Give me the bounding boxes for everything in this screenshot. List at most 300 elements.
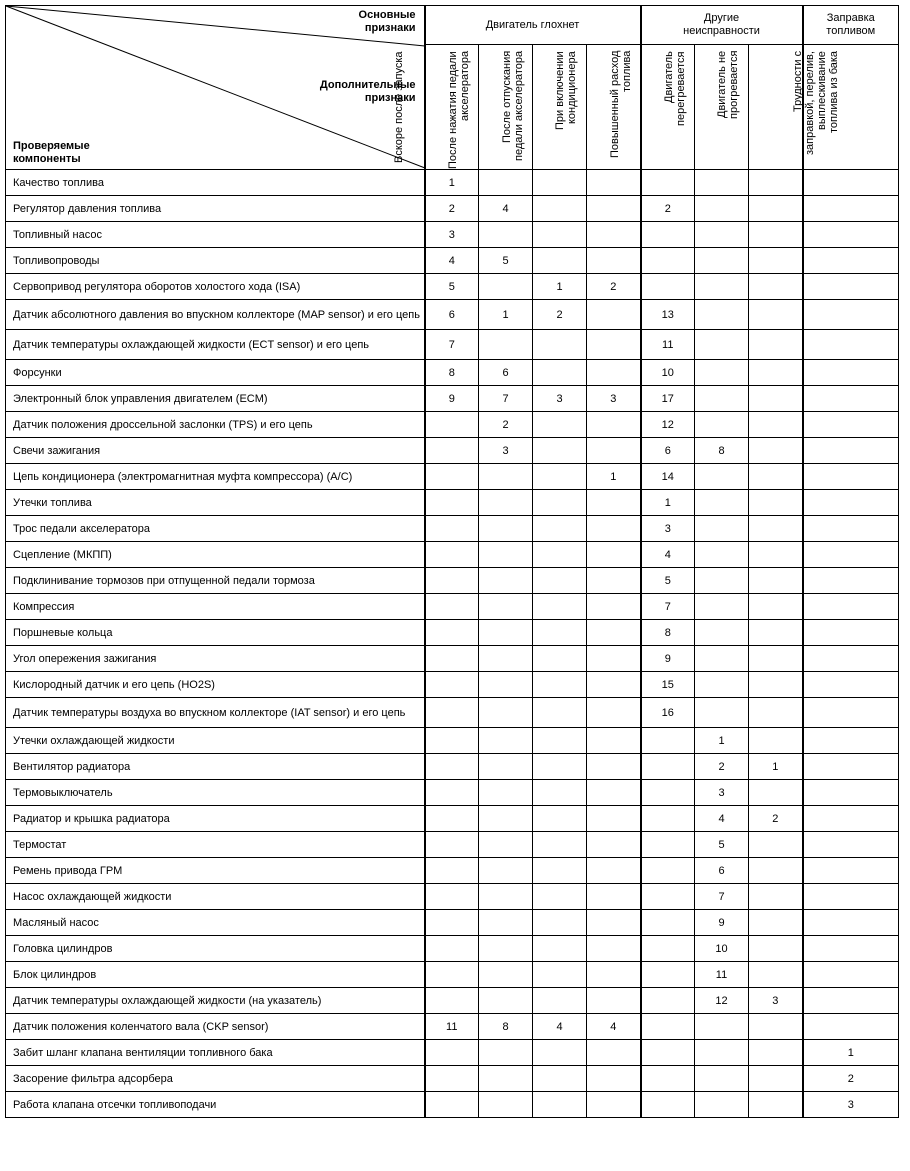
value-cell [803, 516, 899, 542]
value-cell [479, 490, 533, 516]
value-cell [479, 594, 533, 620]
value-cell [749, 728, 803, 754]
component-name: Топливный насос [6, 222, 425, 248]
table-row [6, 542, 899, 568]
value-cell: 2 [533, 300, 587, 330]
table-row [6, 780, 899, 806]
value-cell [425, 910, 479, 936]
value-cell [749, 1040, 803, 1066]
value-cell [695, 1040, 749, 1066]
value-cell [641, 754, 695, 780]
value-cell [587, 646, 641, 672]
value-cell [641, 910, 695, 936]
value-cell: 3 [749, 988, 803, 1014]
value-cell [749, 594, 803, 620]
value-cell [425, 620, 479, 646]
value-cell [803, 438, 899, 464]
table-row [6, 1014, 899, 1040]
value-cell [641, 248, 695, 274]
subheader-col-3: После отпускания педали акселератора [533, 45, 587, 170]
table-row [6, 464, 899, 490]
value-cell [587, 672, 641, 698]
table-row [6, 170, 899, 196]
value-cell [587, 910, 641, 936]
value-cell [533, 1066, 587, 1092]
value-cell [479, 1092, 533, 1118]
value-cell [533, 806, 587, 832]
value-cell [587, 962, 641, 988]
value-cell [425, 1092, 479, 1118]
value-cell [479, 646, 533, 672]
value-cell: 4 [641, 542, 695, 568]
value-cell [533, 698, 587, 728]
value-cell [641, 988, 695, 1014]
component-name: Головка цилиндров [6, 936, 425, 962]
value-cell [641, 1066, 695, 1092]
component-name: Свечи зажигания [6, 438, 425, 464]
value-cell [533, 594, 587, 620]
component-name: Электронный блок управления двигателем (ECM) [6, 386, 425, 412]
value-cell [803, 988, 899, 1014]
value-cell [587, 170, 641, 196]
component-name: Топливопроводы [6, 248, 425, 274]
value-cell: 5 [425, 274, 479, 300]
value-cell: 6 [425, 300, 479, 330]
value-cell [533, 988, 587, 1014]
component-name: Радиатор и крышка радиатора [6, 806, 425, 832]
value-cell [587, 568, 641, 594]
value-cell [695, 516, 749, 542]
value-cell [425, 594, 479, 620]
value-cell [641, 858, 695, 884]
value-cell [641, 222, 695, 248]
component-name: Компрессия [6, 594, 425, 620]
value-cell: 2 [587, 274, 641, 300]
subheader-col-8: Трудности с заправкой, перелив, выплескивание топлива из бака [803, 45, 899, 170]
value-cell [533, 490, 587, 516]
component-name: Датчик температуры охлаждающей жидкости (на указатель) [6, 988, 425, 1014]
value-cell [695, 542, 749, 568]
value-cell [479, 516, 533, 542]
value-cell: 6 [479, 360, 533, 386]
value-cell: 2 [425, 196, 479, 222]
value-cell: 4 [479, 196, 533, 222]
value-cell [803, 858, 899, 884]
value-cell [695, 490, 749, 516]
group-refueling: Заправка топливом [803, 6, 899, 45]
component-name: Форсунки [6, 360, 425, 386]
value-cell [587, 754, 641, 780]
value-cell [803, 780, 899, 806]
value-cell [479, 672, 533, 698]
component-name: Засорение фильтра адсорбера [6, 1066, 425, 1092]
component-name: Сцепление (МКПП) [6, 542, 425, 568]
table-row [6, 754, 899, 780]
subheader-col-4: При включении кондиционера [587, 45, 641, 170]
value-cell [587, 412, 641, 438]
value-cell [533, 196, 587, 222]
table-row [6, 594, 899, 620]
value-cell [587, 988, 641, 1014]
value-cell [479, 698, 533, 728]
value-cell [533, 1040, 587, 1066]
additional-signs-label: Дополнительные признаки [319, 79, 416, 104]
value-cell [587, 490, 641, 516]
value-cell [749, 464, 803, 490]
value-cell [749, 438, 803, 464]
value-cell [425, 698, 479, 728]
value-cell [533, 516, 587, 542]
value-cell [695, 170, 749, 196]
value-cell [641, 936, 695, 962]
table-row [6, 988, 899, 1014]
value-cell [425, 988, 479, 1014]
component-name: Блок цилиндров [6, 962, 425, 988]
value-cell: 8 [695, 438, 749, 464]
table-row [6, 248, 899, 274]
value-cell: 9 [641, 646, 695, 672]
value-cell [695, 196, 749, 222]
value-cell: 8 [425, 360, 479, 386]
value-cell [479, 832, 533, 858]
value-cell [479, 988, 533, 1014]
component-name: Угол опережения зажигания [6, 646, 425, 672]
value-cell: 3 [803, 1092, 899, 1118]
value-cell [749, 222, 803, 248]
value-cell [533, 222, 587, 248]
value-cell [803, 962, 899, 988]
value-cell: 3 [695, 780, 749, 806]
value-cell [533, 620, 587, 646]
value-cell [695, 568, 749, 594]
value-cell [587, 360, 641, 386]
value-cell [533, 542, 587, 568]
value-cell [749, 910, 803, 936]
value-cell [695, 386, 749, 412]
value-cell [479, 780, 533, 806]
value-cell [425, 780, 479, 806]
value-cell [749, 516, 803, 542]
value-cell [533, 170, 587, 196]
table-row [6, 274, 899, 300]
value-cell [533, 1092, 587, 1118]
value-cell [587, 248, 641, 274]
value-cell: 4 [425, 248, 479, 274]
value-cell: 4 [587, 1014, 641, 1040]
value-cell [695, 620, 749, 646]
value-cell [749, 330, 803, 360]
value-cell [425, 672, 479, 698]
value-cell [479, 910, 533, 936]
value-cell: 16 [641, 698, 695, 728]
value-cell [587, 1040, 641, 1066]
value-cell [587, 858, 641, 884]
value-cell [749, 646, 803, 672]
table-row [6, 1040, 899, 1066]
value-cell: 2 [641, 196, 695, 222]
value-cell: 1 [749, 754, 803, 780]
value-cell [533, 780, 587, 806]
value-cell [641, 728, 695, 754]
value-cell: 7 [641, 594, 695, 620]
value-cell [749, 248, 803, 274]
value-cell [533, 884, 587, 910]
value-cell [479, 274, 533, 300]
value-cell [695, 672, 749, 698]
value-cell [533, 360, 587, 386]
table-row [6, 962, 899, 988]
value-cell [533, 962, 587, 988]
value-cell [641, 274, 695, 300]
value-cell [749, 672, 803, 698]
value-cell [425, 832, 479, 858]
value-cell [533, 936, 587, 962]
table-row [6, 412, 899, 438]
value-cell [803, 248, 899, 274]
component-name: Датчик температуры охлаждающей жидкости (ECT sensor) и его цепь [6, 330, 425, 360]
value-cell: 1 [803, 1040, 899, 1066]
subheader-col-2: После нажатия педали акселератора [479, 45, 533, 170]
value-cell: 9 [425, 386, 479, 412]
value-cell [641, 884, 695, 910]
value-cell: 15 [641, 672, 695, 698]
value-cell [803, 412, 899, 438]
table-row [6, 620, 899, 646]
value-cell: 7 [425, 330, 479, 360]
value-cell [533, 438, 587, 464]
value-cell [587, 196, 641, 222]
value-cell [479, 542, 533, 568]
component-name: Ремень привода ГРМ [6, 858, 425, 884]
value-cell [587, 698, 641, 728]
table-row [6, 858, 899, 884]
value-cell [803, 386, 899, 412]
value-cell [533, 568, 587, 594]
value-cell [749, 274, 803, 300]
table-row [6, 806, 899, 832]
value-cell: 5 [641, 568, 695, 594]
value-cell [803, 1014, 899, 1040]
value-cell [425, 1066, 479, 1092]
table-row [6, 1092, 899, 1118]
value-cell [749, 858, 803, 884]
value-cell [749, 1092, 803, 1118]
value-cell [425, 728, 479, 754]
component-name: Регулятор давления топлива [6, 196, 425, 222]
table-body [6, 170, 899, 1118]
value-cell [479, 806, 533, 832]
value-cell [803, 884, 899, 910]
table-row [6, 386, 899, 412]
value-cell [803, 330, 899, 360]
value-cell [425, 516, 479, 542]
value-cell: 2 [803, 1066, 899, 1092]
value-cell [479, 330, 533, 360]
value-cell [587, 516, 641, 542]
value-cell [749, 884, 803, 910]
value-cell [803, 620, 899, 646]
value-cell [587, 542, 641, 568]
value-cell [533, 728, 587, 754]
value-cell: 3 [533, 386, 587, 412]
value-cell [749, 780, 803, 806]
value-cell [479, 464, 533, 490]
value-cell: 11 [425, 1014, 479, 1040]
value-cell [587, 780, 641, 806]
value-cell [695, 274, 749, 300]
value-cell [641, 170, 695, 196]
component-name: Подклинивание тормозов при отпущенной педали тормоза [6, 568, 425, 594]
table-row [6, 672, 899, 698]
value-cell: 13 [641, 300, 695, 330]
value-cell [749, 1066, 803, 1092]
table-row [6, 884, 899, 910]
value-cell [695, 594, 749, 620]
table-row [6, 936, 899, 962]
value-cell [479, 1066, 533, 1092]
value-cell [533, 248, 587, 274]
value-cell [695, 248, 749, 274]
value-cell [749, 490, 803, 516]
value-cell: 8 [641, 620, 695, 646]
value-cell: 11 [695, 962, 749, 988]
table-row [6, 646, 899, 672]
value-cell [803, 300, 899, 330]
value-cell [803, 806, 899, 832]
main-signs-label: Основные признаки [358, 9, 416, 34]
value-cell [425, 542, 479, 568]
value-cell [749, 936, 803, 962]
value-cell [533, 464, 587, 490]
value-cell [749, 196, 803, 222]
subheader-col-1: Вскоре после запуска [425, 45, 479, 170]
value-cell [695, 1066, 749, 1092]
component-name: Утечки топлива [6, 490, 425, 516]
value-cell [425, 858, 479, 884]
value-cell [641, 962, 695, 988]
value-cell: 6 [695, 858, 749, 884]
value-cell: 4 [695, 806, 749, 832]
value-cell: 2 [749, 806, 803, 832]
table-row [6, 490, 899, 516]
value-cell [425, 568, 479, 594]
value-cell: 1 [641, 490, 695, 516]
value-cell [425, 884, 479, 910]
value-cell [425, 806, 479, 832]
table-row [6, 1066, 899, 1092]
value-cell: 3 [641, 516, 695, 542]
value-cell: 1 [695, 728, 749, 754]
value-cell [749, 386, 803, 412]
component-name: Утечки охлаждающей жидкости [6, 728, 425, 754]
value-cell [803, 464, 899, 490]
value-cell [641, 806, 695, 832]
value-cell [425, 490, 479, 516]
value-cell [803, 672, 899, 698]
value-cell [803, 594, 899, 620]
value-cell [803, 274, 899, 300]
value-cell [749, 360, 803, 386]
group-other-faults: Другие неисправности [641, 6, 803, 45]
value-cell [749, 568, 803, 594]
value-cell: 9 [695, 910, 749, 936]
table-row [6, 728, 899, 754]
table-row [6, 222, 899, 248]
value-cell [803, 542, 899, 568]
value-cell [695, 1014, 749, 1040]
value-cell [803, 646, 899, 672]
table-row [6, 330, 899, 360]
value-cell: 3 [479, 438, 533, 464]
value-cell: 8 [479, 1014, 533, 1040]
component-name: Забит шланг клапана вентиляции топливного бака [6, 1040, 425, 1066]
component-name: Цепь кондиционера (электромагнитная муфта компрессора) (A/C) [6, 464, 425, 490]
table-row [6, 698, 899, 728]
value-cell [479, 728, 533, 754]
component-name: Трос педали акселератора [6, 516, 425, 542]
value-cell: 12 [695, 988, 749, 1014]
value-cell: 2 [479, 412, 533, 438]
value-cell [533, 754, 587, 780]
value-cell [587, 1066, 641, 1092]
value-cell [803, 936, 899, 962]
value-cell [749, 412, 803, 438]
value-cell [587, 330, 641, 360]
value-cell [533, 832, 587, 858]
value-cell [479, 568, 533, 594]
value-cell [479, 222, 533, 248]
component-name: Насос охлаждающей жидкости [6, 884, 425, 910]
value-cell [749, 962, 803, 988]
subheader-col-7: Двигатель не прогревается [749, 45, 803, 170]
value-cell [695, 300, 749, 330]
group-engine-stalls: Двигатель глохнет [425, 6, 641, 45]
value-cell [695, 1092, 749, 1118]
value-cell [803, 728, 899, 754]
value-cell [749, 620, 803, 646]
value-cell [803, 170, 899, 196]
value-cell: 5 [479, 248, 533, 274]
value-cell [803, 360, 899, 386]
value-cell [425, 412, 479, 438]
value-cell [479, 858, 533, 884]
value-cell [641, 780, 695, 806]
value-cell: 1 [587, 464, 641, 490]
component-name: Кислородный датчик и его цепь (HO2S) [6, 672, 425, 698]
value-cell: 6 [641, 438, 695, 464]
value-cell [425, 1040, 479, 1066]
value-cell [803, 754, 899, 780]
component-name: Масляный насос [6, 910, 425, 936]
value-cell: 1 [425, 170, 479, 196]
value-cell: 7 [695, 884, 749, 910]
value-cell [695, 464, 749, 490]
value-cell [803, 698, 899, 728]
value-cell [533, 646, 587, 672]
value-cell [533, 672, 587, 698]
value-cell [749, 832, 803, 858]
subheader-col-6: Двигатель перегревается [695, 45, 749, 170]
value-cell: 2 [695, 754, 749, 780]
value-cell [803, 832, 899, 858]
table-row [6, 360, 899, 386]
component-name: Датчик положения дроссельной заслонки (TPS) и его цепь [6, 412, 425, 438]
value-cell: 5 [695, 832, 749, 858]
table-row [6, 516, 899, 542]
value-cell [803, 568, 899, 594]
value-cell [749, 300, 803, 330]
value-cell [695, 360, 749, 386]
